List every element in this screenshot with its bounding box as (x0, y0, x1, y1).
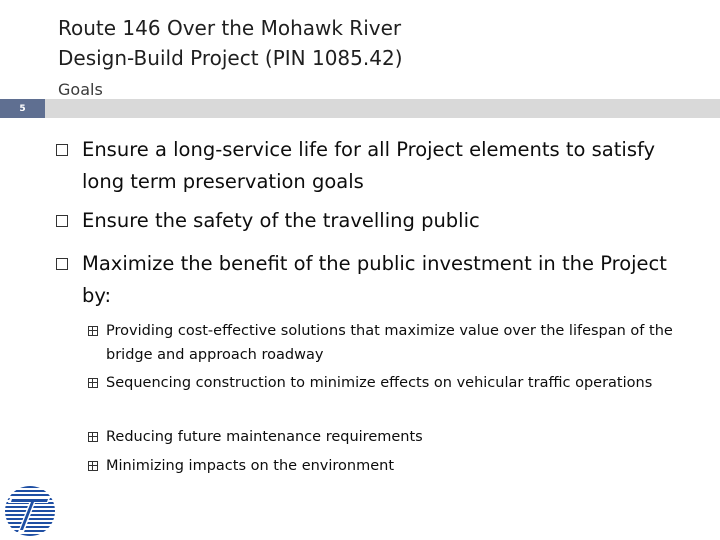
slide-title-line-1: Route 146 Over the Mohawk River (58, 16, 402, 40)
slide-number: 5 (19, 104, 26, 114)
sub-bullet-text: Reducing future maintenance requirements (106, 429, 423, 445)
square-bullet-icon (56, 144, 68, 156)
bullet-item (82, 205, 682, 237)
boxed-cross-bullet-icon (88, 461, 98, 471)
sub-bullet-text: Providing cost-effective solutions that maximize value over the lifespan of the bridge and approach roadway (106, 323, 673, 363)
sub-bullet-item (106, 319, 686, 367)
bullet-item (82, 248, 682, 312)
slide-title-line-2: Design-Build Project (PIN 1085.42) (58, 46, 403, 70)
bullet-text: Maximize the benefit of the public investment in the Project by: (82, 252, 667, 307)
boxed-cross-bullet-icon (88, 378, 98, 388)
boxed-cross-bullet-icon (88, 432, 98, 442)
sub-bullet-text: Minimizing impacts on the environment (106, 458, 395, 474)
sub-bullet-item (106, 425, 686, 449)
sub-bullet-item (106, 454, 686, 478)
boxed-cross-bullet-icon (88, 326, 98, 336)
nysdot-logo-icon (2, 484, 58, 538)
bullet-text: Ensure the safety of the travelling public (82, 209, 480, 232)
slide-title (58, 13, 403, 73)
slide-subtitle: Goals (58, 80, 103, 99)
sub-bullet-item (106, 371, 686, 395)
header-band (0, 99, 720, 118)
square-bullet-icon (56, 258, 68, 270)
sub-bullet-text: Sequencing construction to minimize effects on vehicular traffic operations (106, 375, 653, 391)
bullet-item (82, 134, 682, 198)
square-bullet-icon (56, 215, 68, 227)
bullet-text: Ensure a long-service life for all Project elements to satisfy long term preservation goals (82, 138, 656, 193)
